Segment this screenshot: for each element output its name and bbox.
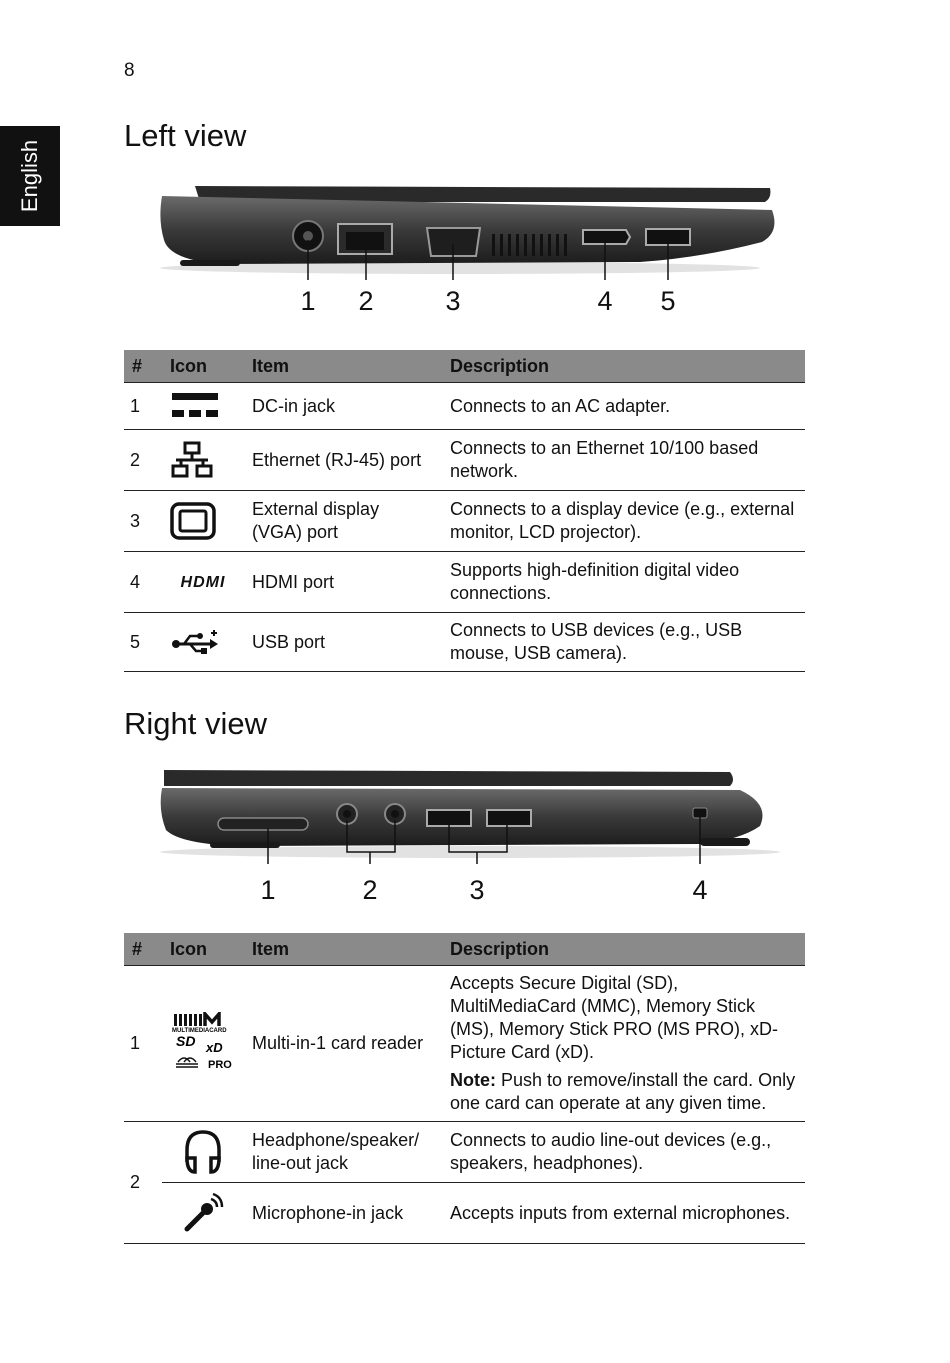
sd-logo-text: SD — [176, 1032, 196, 1049]
table-row — [124, 1183, 805, 1244]
table-row — [124, 383, 805, 430]
item-name: Ethernet (RJ-45) port — [244, 430, 442, 491]
row-number: 3 — [124, 491, 162, 552]
right-callout-2: 2 — [362, 875, 378, 905]
headphone-icon — [162, 1122, 244, 1183]
right-view-diagram — [140, 764, 800, 864]
row-number: 1 — [124, 383, 162, 430]
item-description: Accepts Secure Digital (SD), MultiMediaCard (MMC), Memory Stick (MS), Memory Stick PRO (MS PRO), xD-Picture Card (xD). — [450, 973, 778, 1062]
right-view-table — [124, 933, 805, 1244]
row-number: 2 — [124, 430, 162, 491]
page-number: 8 — [124, 60, 135, 81]
language-tab — [0, 126, 60, 226]
item-description: Connects to an Ethernet 10/100 based network. — [442, 430, 805, 491]
xd-logo-text: xD — [206, 1039, 223, 1055]
item-name: DC-in jack — [244, 383, 442, 430]
note-label: Note: — [450, 1070, 496, 1090]
right-view-title: Right view — [124, 706, 267, 741]
hdmi-logo-text: HDMI — [180, 574, 226, 591]
row-number: 1 — [124, 966, 162, 1122]
note-text: Push to remove/install the card. Only one card can operate at any given time. — [450, 1070, 796, 1113]
table-row — [124, 1122, 805, 1183]
left-callout-1: 1 — [300, 286, 316, 316]
right-callout-3: 3 — [469, 875, 485, 905]
usb-icon — [162, 613, 244, 672]
item-name: Microphone-in jack — [244, 1183, 442, 1244]
item-name: Headphone/speaker/ line-out jack — [244, 1122, 442, 1183]
item-name: Multi-in-1 card reader — [244, 966, 442, 1122]
col-header-num: # — [124, 933, 162, 966]
ethernet-icon — [162, 430, 244, 491]
table-header-row — [124, 933, 805, 966]
row-number: 2 — [124, 1122, 162, 1244]
item-note — [450, 1069, 797, 1115]
col-header-icon: Icon — [162, 350, 244, 383]
left-view-diagram — [140, 180, 800, 280]
item-description: Connects to an AC adapter. — [442, 383, 805, 430]
pro-logo-text: PRO — [208, 1058, 232, 1071]
item-description: Supports high-definition digital video connections. — [442, 552, 805, 613]
left-callout-5: 5 — [660, 286, 676, 316]
right-callout-4: 4 — [692, 875, 708, 905]
col-header-icon: Icon — [162, 933, 244, 966]
item-description: Connects to USB devices (e.g., USB mouse, USB camera). — [442, 613, 805, 672]
item-name: USB port — [244, 613, 442, 672]
col-header-description: Description — [442, 350, 805, 383]
right-callout-1: 1 — [260, 875, 276, 905]
card-reader-icon — [162, 966, 244, 1122]
col-header-description: Description — [442, 933, 805, 966]
row-number: 5 — [124, 613, 162, 672]
hdmi-icon — [162, 552, 244, 613]
item-description: Accepts inputs from external microphones. — [442, 1183, 805, 1244]
table-row — [124, 966, 805, 1122]
table-row — [124, 491, 805, 552]
table-row — [124, 430, 805, 491]
language-tab-label: English — [17, 139, 42, 213]
item-name: External display (VGA) port — [244, 491, 442, 552]
left-view-title: Left view — [124, 118, 247, 153]
table-row — [124, 552, 805, 613]
mmc-logo-text: MULTIMEDIACARD — [172, 1027, 227, 1034]
col-header-num: # — [124, 350, 162, 383]
left-callout-2: 2 — [358, 286, 374, 316]
col-header-item: Item — [244, 933, 442, 966]
col-header-item: Item — [244, 350, 442, 383]
microphone-icon — [162, 1183, 244, 1244]
table-header-row — [124, 350, 805, 383]
left-view-table — [124, 350, 805, 672]
dc-in-icon — [162, 383, 244, 430]
item-description: Connects to audio line-out devices (e.g., speakers, headphones). — [442, 1122, 805, 1183]
left-callout-3: 3 — [445, 286, 461, 316]
vga-icon — [162, 491, 244, 552]
row-number: 4 — [124, 552, 162, 613]
item-name: HDMI port — [244, 552, 442, 613]
item-description: Connects to a display device (e.g., external monitor, LCD projector). — [442, 491, 805, 552]
table-row — [124, 613, 805, 672]
left-callout-4: 4 — [597, 286, 613, 316]
item-description-cell — [442, 966, 805, 1122]
